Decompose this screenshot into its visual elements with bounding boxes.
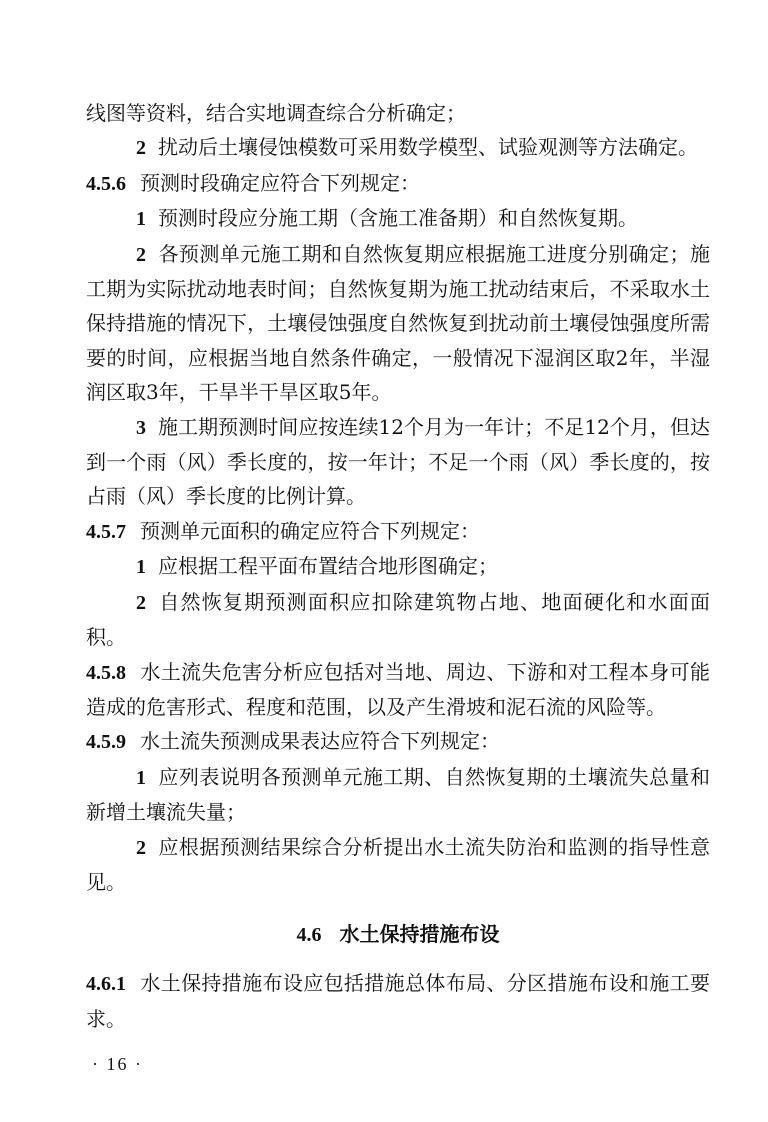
item-number: 2 xyxy=(136,137,146,160)
item-number: 2 xyxy=(136,243,146,266)
clause-4-5-6 xyxy=(86,166,710,201)
item-number: 1 xyxy=(136,556,146,579)
list-item xyxy=(86,830,710,900)
item-number: 2 xyxy=(136,836,146,859)
item-text: 施工期预测时间应按连续12个月为一年计；不足12个月，但达到一个雨（风）季长度的，按一年计；不足一个雨（风）季长度的，按占雨（风）季长度的比例计算。 xyxy=(86,414,710,509)
item-text: 自然恢复期预测面积应扣除建筑物占地、地面硬化和水面面积。 xyxy=(86,589,710,650)
section-number: 4.6 xyxy=(296,924,322,947)
clause-text: 水土保持措施布设应包括措施总体布局、分区措施布设和施工要求。 xyxy=(86,971,710,1031)
item-text: 应根据工程平面布置结合地形图确定； xyxy=(158,554,498,579)
clause-4-6-1 xyxy=(86,966,710,1036)
item-text: 扰动后土壤侵蚀模数可采用数学模型、试验观测等方法确定。 xyxy=(158,135,698,160)
item-number: 1 xyxy=(136,208,146,231)
item-number: 2 xyxy=(136,591,146,614)
clause-number: 4.5.7 xyxy=(86,520,126,543)
list-item xyxy=(86,237,710,410)
item-text: 应根据预测结果综合分析提出水土流失防治和监测的指导性意见。 xyxy=(86,834,710,894)
document-page xyxy=(86,96,710,1036)
clause-number: 4.6.1 xyxy=(86,973,126,996)
paragraph-continuation xyxy=(86,96,710,130)
list-item xyxy=(86,760,710,830)
item-text: 预测时段应分施工期（含施工准备期）和自然恢复期。 xyxy=(158,206,638,231)
list-item xyxy=(86,549,710,584)
item-text: 各预测单元施工期和自然恢复期应根据施工进度分别确定；施工期为实际扰动地表时间；自然恢复期为施工扰动结束后，不采取水土保持措施的情况下，土壤侵蚀强度自然恢复到扰动前土壤侵蚀强度所需要的时间，应根据当地自然条件确定，一般情况下湿润区取2年，半湿润区取3年，干旱半干旱区取5年。 xyxy=(86,241,710,405)
page-number: · 16 · xyxy=(92,1054,143,1074)
clause-number: 4.5.8 xyxy=(86,661,126,684)
clause-number: 4.5.6 xyxy=(86,172,126,195)
item-number: 1 xyxy=(136,766,146,789)
clause-text: 水土流失预测成果表达应符合下列规定： xyxy=(140,729,500,754)
clause-text: 预测单元面积的确定应符合下列规定： xyxy=(140,518,480,543)
section-title-text: 水土保持措施布设 xyxy=(339,922,500,947)
clause-number: 4.5.9 xyxy=(86,731,126,754)
clause-text: 水土流失危害分析应包括对当地、周边、下游和对工程本身可能造成的危害形式、程度和范围，以及产生滑坡和泥石流的风险等。 xyxy=(86,659,710,719)
clause-4-5-7 xyxy=(86,514,710,549)
item-number: 3 xyxy=(136,416,146,439)
list-item xyxy=(86,585,710,655)
paragraph-text: 线图等资料，结合实地调查综合分析确定； xyxy=(86,101,466,125)
item-text: 应列表说明各预测单元施工期、自然恢复期的土壤流失总量和新增土壤流失量； xyxy=(86,764,710,825)
list-item xyxy=(86,130,710,165)
section-heading xyxy=(86,917,710,952)
list-item xyxy=(86,201,710,236)
clause-4-5-9 xyxy=(86,724,710,759)
clause-4-5-8 xyxy=(86,655,710,725)
clause-text: 预测时段确定应符合下列规定： xyxy=(140,170,420,195)
list-item xyxy=(86,410,710,514)
